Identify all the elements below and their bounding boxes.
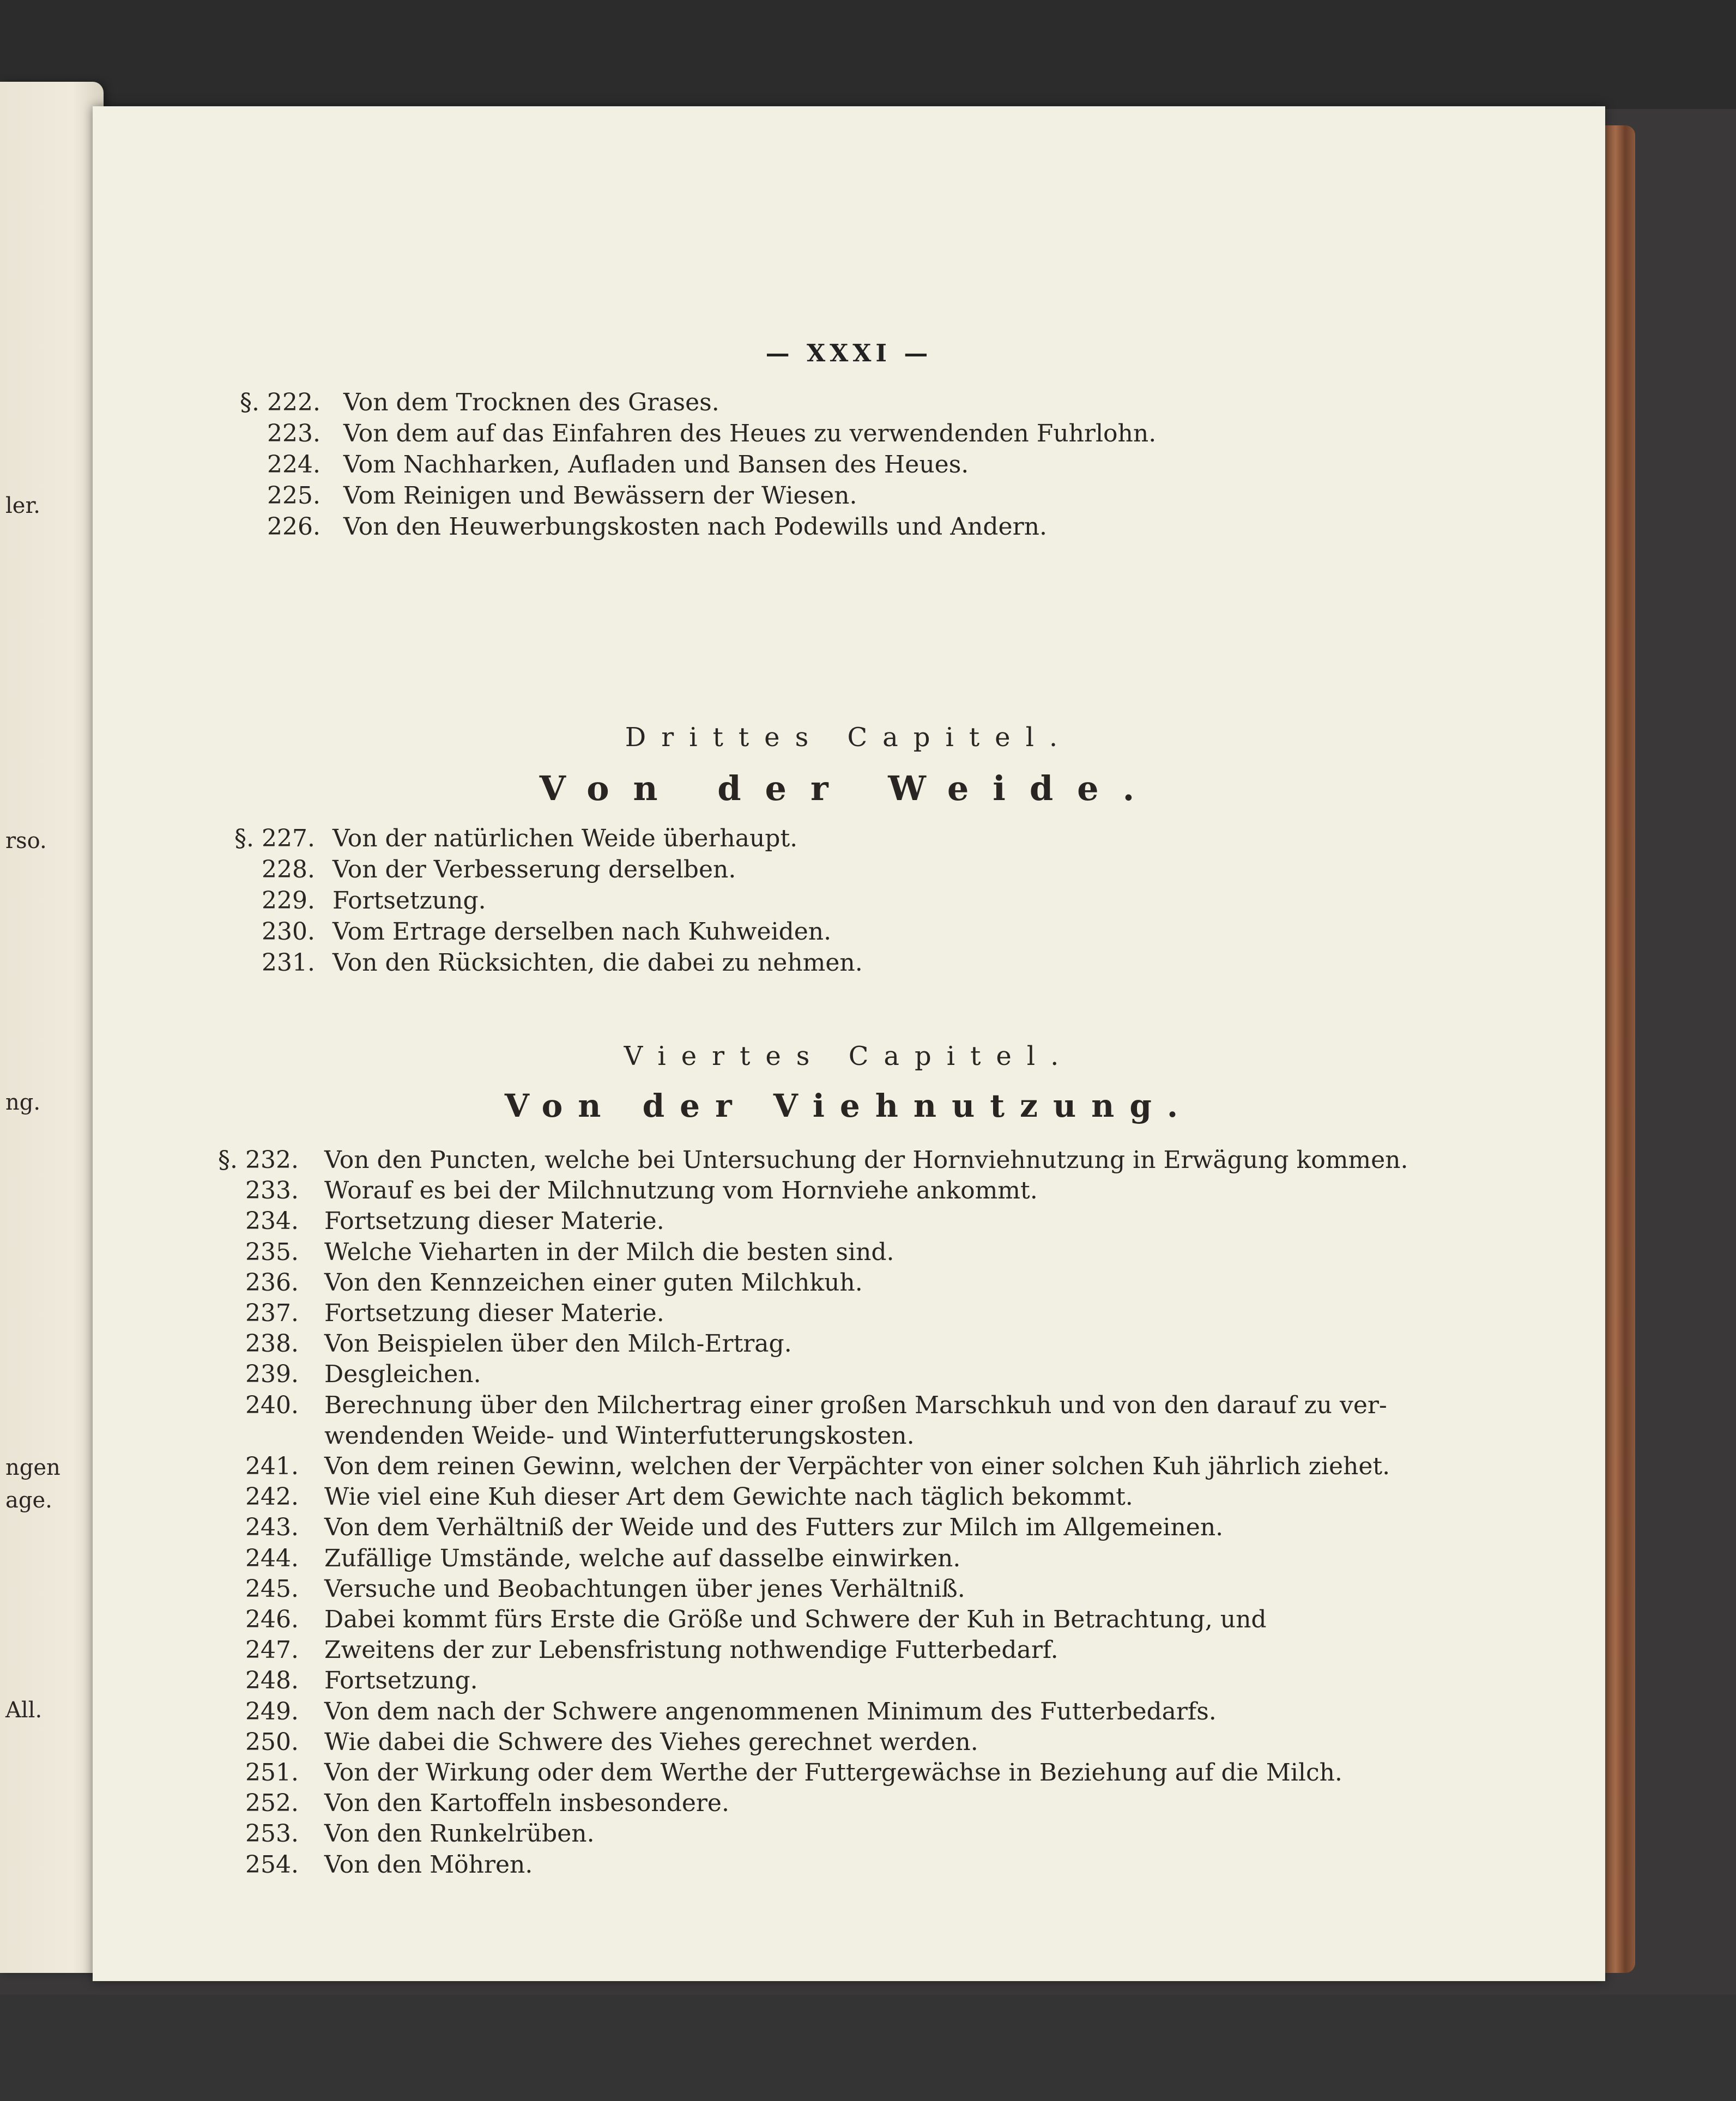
section-title: Vom Nachharken, Aufladen und Bansen des Heues. [343, 451, 969, 479]
section-title: Zweitens der zur Lebensfristung nothwendige Futterbedarf. [324, 1636, 1058, 1664]
section-title: Von dem reinen Gewinn, welchen der Verpächter von einer solchen Kuh jährlich ziehet. [324, 1452, 1390, 1480]
background-bottom [0, 1995, 1736, 2101]
chapter-4-title-wrap [93, 1087, 1605, 1124]
section-number: 249. [245, 1697, 299, 1725]
section-number: 239. [245, 1360, 299, 1389]
section-title: Berechnung über den Milchertrag einer großen Marschkuh und von den darauf zu ver- [324, 1391, 1387, 1419]
section-number: 251. [245, 1759, 299, 1787]
section-title: Von den Puncten, welche bei Untersuchung der Hornviehnutzung in Erwägung kommen. [324, 1146, 1408, 1174]
section-title: Von der Verbesserung derselben. [332, 856, 736, 883]
section-number: §. 232. [218, 1146, 299, 1174]
background-top [0, 0, 1736, 109]
section-title: Vom Ertrage derselben nach Kuhweiden. [332, 918, 832, 946]
section-number: 254. [245, 1850, 299, 1879]
section-number: 244. [245, 1544, 299, 1572]
book-page [93, 106, 1605, 1981]
section-title: Worauf es bei der Milchnutzung vom Hornviehe ankommt. [324, 1177, 1038, 1205]
section-title: Versuche und Beobachtungen über jenes Verhältniß. [324, 1575, 965, 1603]
section-number: 247. [245, 1636, 299, 1664]
chapter-3-title: Von der Weide. [539, 768, 1159, 808]
section-number: 253. [245, 1820, 299, 1848]
section-title: Fortsetzung. [332, 887, 486, 915]
section-number: 228. [262, 856, 315, 883]
section-title: wendenden Weide- und Winterfutterungskosten. [324, 1421, 915, 1450]
section-title: Von den Runkelrüben. [324, 1820, 595, 1848]
left-fragment: age. [5, 1488, 52, 1513]
section-title: Dabei kommt fürs Erste die Größe und Schwere der Kuh in Betrachtung, und [324, 1606, 1267, 1633]
section-number: 245. [245, 1575, 299, 1603]
section-number: 252. [245, 1789, 299, 1818]
left-fragment: ler. [5, 493, 40, 518]
section-number: 237. [245, 1299, 299, 1327]
chapter-4-heading [93, 1041, 1605, 1071]
section-number: 243. [245, 1513, 299, 1542]
left-page-edge [0, 82, 104, 1973]
chapter-3-heading [93, 722, 1605, 753]
section-number: §. 222. [240, 389, 320, 416]
section-title: Fortsetzung dieser Materie. [324, 1299, 664, 1327]
section-title: Von den Kennzeichen einer guten Milchkuh. [324, 1268, 863, 1297]
section-number: 240. [245, 1391, 299, 1419]
section-title: Von den Heuwerbungskosten nach Podewills und Andern. [343, 513, 1047, 541]
section-title: Von den Kartoffeln insbesondere. [324, 1789, 729, 1818]
section-title: Zufällige Umstände, welche auf dasselbe einwirken. [324, 1544, 961, 1572]
section-number: 234. [245, 1207, 299, 1236]
section-title: Von den Rücksichten, die dabei zu nehmen. [332, 949, 863, 977]
left-fragment: All. [5, 1698, 43, 1723]
section-title: Welche Vieharten in der Milch die besten sind. [324, 1238, 894, 1266]
left-fragment: ngen [5, 1455, 61, 1480]
page-number: XXXI [807, 340, 891, 367]
section-number: 233. [245, 1177, 299, 1205]
section-number: 226. [267, 513, 320, 541]
chapter-4-label: Viertes Capitel. [624, 1041, 1074, 1071]
section-number: 246. [245, 1606, 299, 1633]
section-number: 230. [262, 918, 315, 946]
section-title: Von dem Trocknen des Grases. [343, 389, 719, 416]
section-number: 229. [262, 887, 315, 915]
section-number: 224. [267, 451, 320, 479]
chapter-4-title: Von der Viehnutzung. [504, 1087, 1194, 1124]
section-title: Von dem Verhältniß der Weide und des Futters zur Milch im Allgemeinen. [324, 1513, 1224, 1542]
section-title: Vom Reinigen und Bewässern der Wiesen. [343, 482, 857, 510]
section-number: §. 227. [234, 825, 315, 852]
section-number: 238. [245, 1330, 299, 1358]
toc-entries [93, 106, 1605, 1981]
section-number: 235. [245, 1238, 299, 1266]
section-number: 241. [245, 1452, 299, 1480]
section-title: Von dem auf das Einfahren des Heues zu verwendenden Fuhrlohn. [343, 420, 1157, 447]
running-head: — XXXI — [765, 340, 933, 367]
left-fragment: rso. [5, 828, 47, 853]
chapter-3-label: Drittes Capitel. [625, 722, 1073, 753]
section-number: 231. [262, 949, 315, 977]
section-title: Von Beispielen über den Milch-Ertrag. [324, 1330, 792, 1358]
section-title: Fortsetzung dieser Materie. [324, 1207, 664, 1236]
section-title: Von den Möhren. [324, 1850, 533, 1879]
section-title: Wie dabei die Schwere des Viehes gerechnet werden. [324, 1728, 978, 1756]
section-number: 242. [245, 1483, 299, 1511]
book-spine [1602, 125, 1635, 1973]
section-title: Desgleichen. [324, 1360, 481, 1389]
section-title: Von der Wirkung oder dem Werthe der Futtergewächse in Beziehung auf die Milch. [324, 1759, 1342, 1787]
section-title: Fortsetzung. [324, 1667, 478, 1695]
section-number: 248. [245, 1667, 299, 1695]
section-number: 225. [267, 482, 320, 510]
section-title: Von dem nach der Schwere angenommenen Minimum des Futterbedarfs. [324, 1697, 1217, 1725]
section-number: 236. [245, 1268, 299, 1297]
section-title: Wie viel eine Kuh dieser Art dem Gewichte nach täglich bekommt. [324, 1483, 1133, 1511]
section-title: Von der natürlichen Weide überhaupt. [332, 825, 798, 852]
section-number: 250. [245, 1728, 299, 1756]
left-fragment: ng. [5, 1090, 41, 1115]
chapter-3-title-wrap [93, 768, 1605, 808]
section-number: 223. [267, 420, 320, 447]
